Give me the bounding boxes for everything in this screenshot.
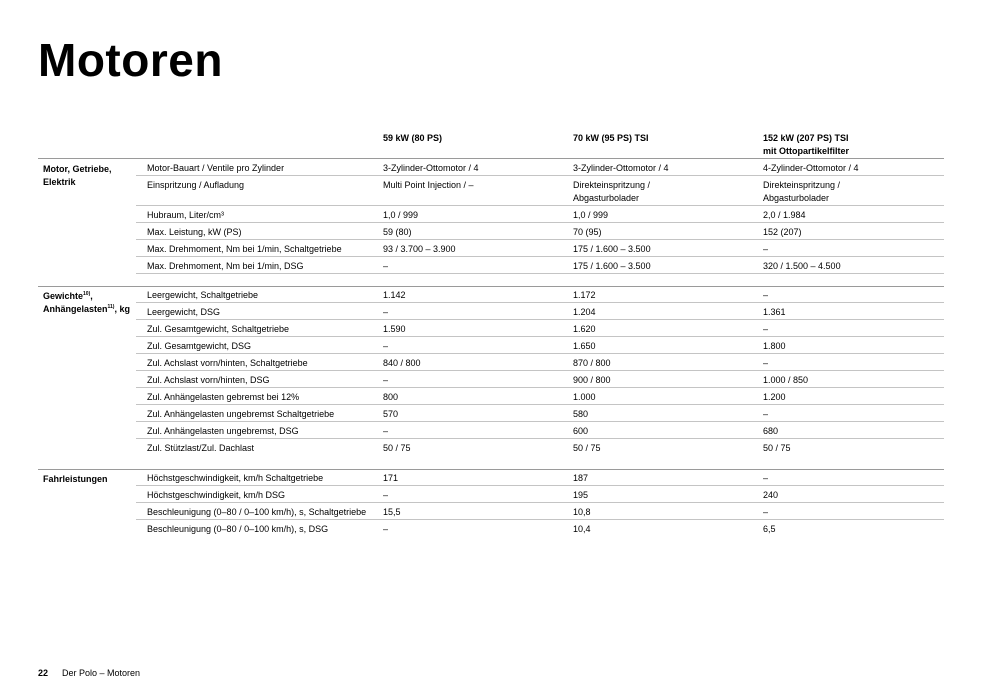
row-value: Direkteinspritzung / Abgasturbolader — [763, 180, 841, 203]
row-value: 320 / 1.500 – 4.500 — [763, 261, 841, 271]
row-value: 2,0 / 1.984 — [763, 210, 806, 220]
row-value: 3-Zylinder-Ottomotor / 4 — [383, 163, 479, 173]
table-row — [136, 223, 944, 240]
table-row — [136, 206, 944, 223]
row-value: 600 — [573, 426, 589, 436]
table-row — [136, 257, 944, 274]
row-value: – — [383, 490, 389, 500]
table-row — [136, 159, 944, 176]
table-row — [136, 371, 944, 388]
row-value: – — [763, 244, 769, 254]
row-value: 175 / 1.600 – 3.500 — [573, 261, 651, 271]
row-value: 50 / 75 — [573, 443, 601, 453]
row-value: – — [763, 290, 769, 300]
row-label: Zul. Stützlast/Zul. Dachlast — [147, 443, 255, 453]
row-value: 1.200 — [763, 392, 786, 402]
table-row — [136, 320, 944, 337]
row-label: Zul. Achslast vorn/hinten, Schaltgetriebe — [147, 358, 308, 368]
row-label: Höchstgeschwindigkeit, km/h DSG — [147, 490, 286, 500]
row-value: 93 / 3.700 – 3.900 — [383, 244, 456, 254]
table-row — [136, 337, 944, 354]
row-value: – — [383, 375, 389, 385]
row-value: 870 / 800 — [573, 358, 611, 368]
row-value: 1.000 / 850 — [763, 375, 809, 385]
row-value: 50 / 75 — [383, 443, 411, 453]
footer-text: Der Polo – Motoren — [62, 668, 141, 678]
row-value: – — [383, 426, 389, 436]
row-value: 240 — [763, 490, 779, 500]
table-row — [136, 240, 944, 257]
row-label: Zul. Gesamtgewicht, DSG — [147, 341, 252, 351]
row-value: 1,0 / 999 — [573, 210, 609, 220]
row-label: Beschleunigung (0–80 / 0–100 km/h), s, DSG — [147, 524, 329, 534]
row-label: Höchstgeschwindigkeit, km/h Schaltgetriebe — [147, 473, 324, 483]
row-value: 171 — [383, 473, 399, 483]
row-value: 1.800 — [763, 341, 786, 351]
column-header-1: 59 kW (80 PS) — [383, 133, 443, 143]
row-divider — [136, 273, 944, 274]
row-value: – — [763, 409, 769, 419]
column-header-2: 70 kW (95 PS) TSI — [573, 133, 649, 143]
row-value: 1.000 — [573, 392, 596, 402]
section-label: Motor, Getriebe, Elektrik — [43, 164, 112, 187]
row-label: Leergewicht, DSG — [147, 307, 221, 317]
table-row — [136, 439, 944, 456]
table-row — [136, 405, 944, 422]
row-value: 580 — [573, 409, 589, 419]
row-value: 187 — [573, 473, 589, 483]
section-label: Fahrleistungen — [43, 474, 108, 484]
row-value: 840 / 800 — [383, 358, 421, 368]
row-value: 175 / 1.600 – 3.500 — [573, 244, 651, 254]
row-value: 10,8 — [573, 507, 591, 517]
row-value: 1.620 — [573, 324, 596, 334]
table-section — [38, 159, 944, 274]
row-label: Motor-Bauart / Ventile pro Zylinder — [147, 163, 285, 173]
table-row — [136, 176, 944, 206]
row-value: 195 — [573, 490, 589, 500]
row-label: Hubraum, Liter/cm³ — [147, 210, 225, 220]
table-row — [136, 354, 944, 371]
row-value: 3-Zylinder-Ottomotor / 4 — [573, 163, 669, 173]
row-value: – — [383, 524, 389, 534]
page-number: 22 — [38, 668, 49, 678]
row-value: – — [763, 358, 769, 368]
table-row — [136, 503, 944, 520]
row-label: Zul. Anhängelasten ungebremst Schaltgetriebe — [147, 409, 335, 419]
row-value: 1.590 — [383, 324, 406, 334]
row-value: 50 / 75 — [763, 443, 791, 453]
row-label: Leergewicht, Schaltgetriebe — [147, 290, 259, 300]
row-value: 6,5 — [763, 524, 776, 534]
row-value: 1.361 — [763, 307, 786, 317]
row-value: Multi Point Injection / – — [383, 180, 474, 190]
row-value: 570 — [383, 409, 399, 419]
table-row — [136, 388, 944, 405]
row-label: Zul. Gesamtgewicht, Schaltgetriebe — [147, 324, 290, 334]
row-label: Max. Drehmoment, Nm bei 1/min, Schaltgetriebe — [147, 244, 342, 254]
table-row — [136, 286, 944, 303]
table-section — [38, 469, 944, 537]
row-value: 1.172 — [573, 290, 596, 300]
table-row — [136, 422, 944, 439]
row-label: Zul. Achslast vorn/hinten, DSG — [147, 375, 270, 385]
table-row — [136, 469, 944, 486]
row-value: 1.204 — [573, 307, 596, 317]
row-label: Max. Leistung, kW (PS) — [147, 227, 242, 237]
row-value: 70 (95) — [573, 227, 602, 237]
row-label: Zul. Anhängelasten ungebremst, DSG — [147, 426, 299, 436]
row-value: Direkteinspritzung / Abgasturbolader — [573, 180, 651, 203]
row-label: Max. Drehmoment, Nm bei 1/min, DSG — [147, 261, 304, 271]
row-value: – — [383, 341, 389, 351]
table-section — [38, 286, 944, 456]
page-title: Motoren — [38, 34, 223, 86]
page-footer — [38, 668, 140, 678]
row-value: 15,5 — [383, 507, 401, 517]
row-value: – — [383, 261, 389, 271]
row-label: Zul. Anhängelasten gebremst bei 12% — [147, 392, 300, 402]
row-label: Beschleunigung (0–80 / 0–100 km/h), s, Schaltgetriebe — [147, 507, 367, 517]
table-row — [136, 486, 944, 503]
row-value: 900 / 800 — [573, 375, 611, 385]
row-value: – — [383, 307, 389, 317]
row-value: – — [763, 324, 769, 334]
row-value: 4-Zylinder-Ottomotor / 4 — [763, 163, 859, 173]
row-label: Einspritzung / Aufladung — [147, 180, 245, 190]
row-value: 1.142 — [383, 290, 406, 300]
row-value: 59 (80) — [383, 227, 412, 237]
row-value: 10,4 — [573, 524, 591, 534]
row-value: 680 — [763, 426, 779, 436]
row-value: 1.650 — [573, 341, 596, 351]
row-value: 152 (207) — [763, 227, 802, 237]
column-header-3: 152 kW (207 PS) TSI mit Ottopartikelfilter — [763, 133, 850, 156]
table-row — [136, 303, 944, 320]
row-value: 800 — [383, 392, 399, 402]
row-value: 1,0 / 999 — [383, 210, 419, 220]
table-row — [136, 520, 944, 537]
row-value: – — [763, 507, 769, 517]
section-label: Gewichte$^{10)}$, Anhängelasten$^{11)}$, kg — [43, 291, 130, 314]
row-value: – — [763, 473, 769, 483]
